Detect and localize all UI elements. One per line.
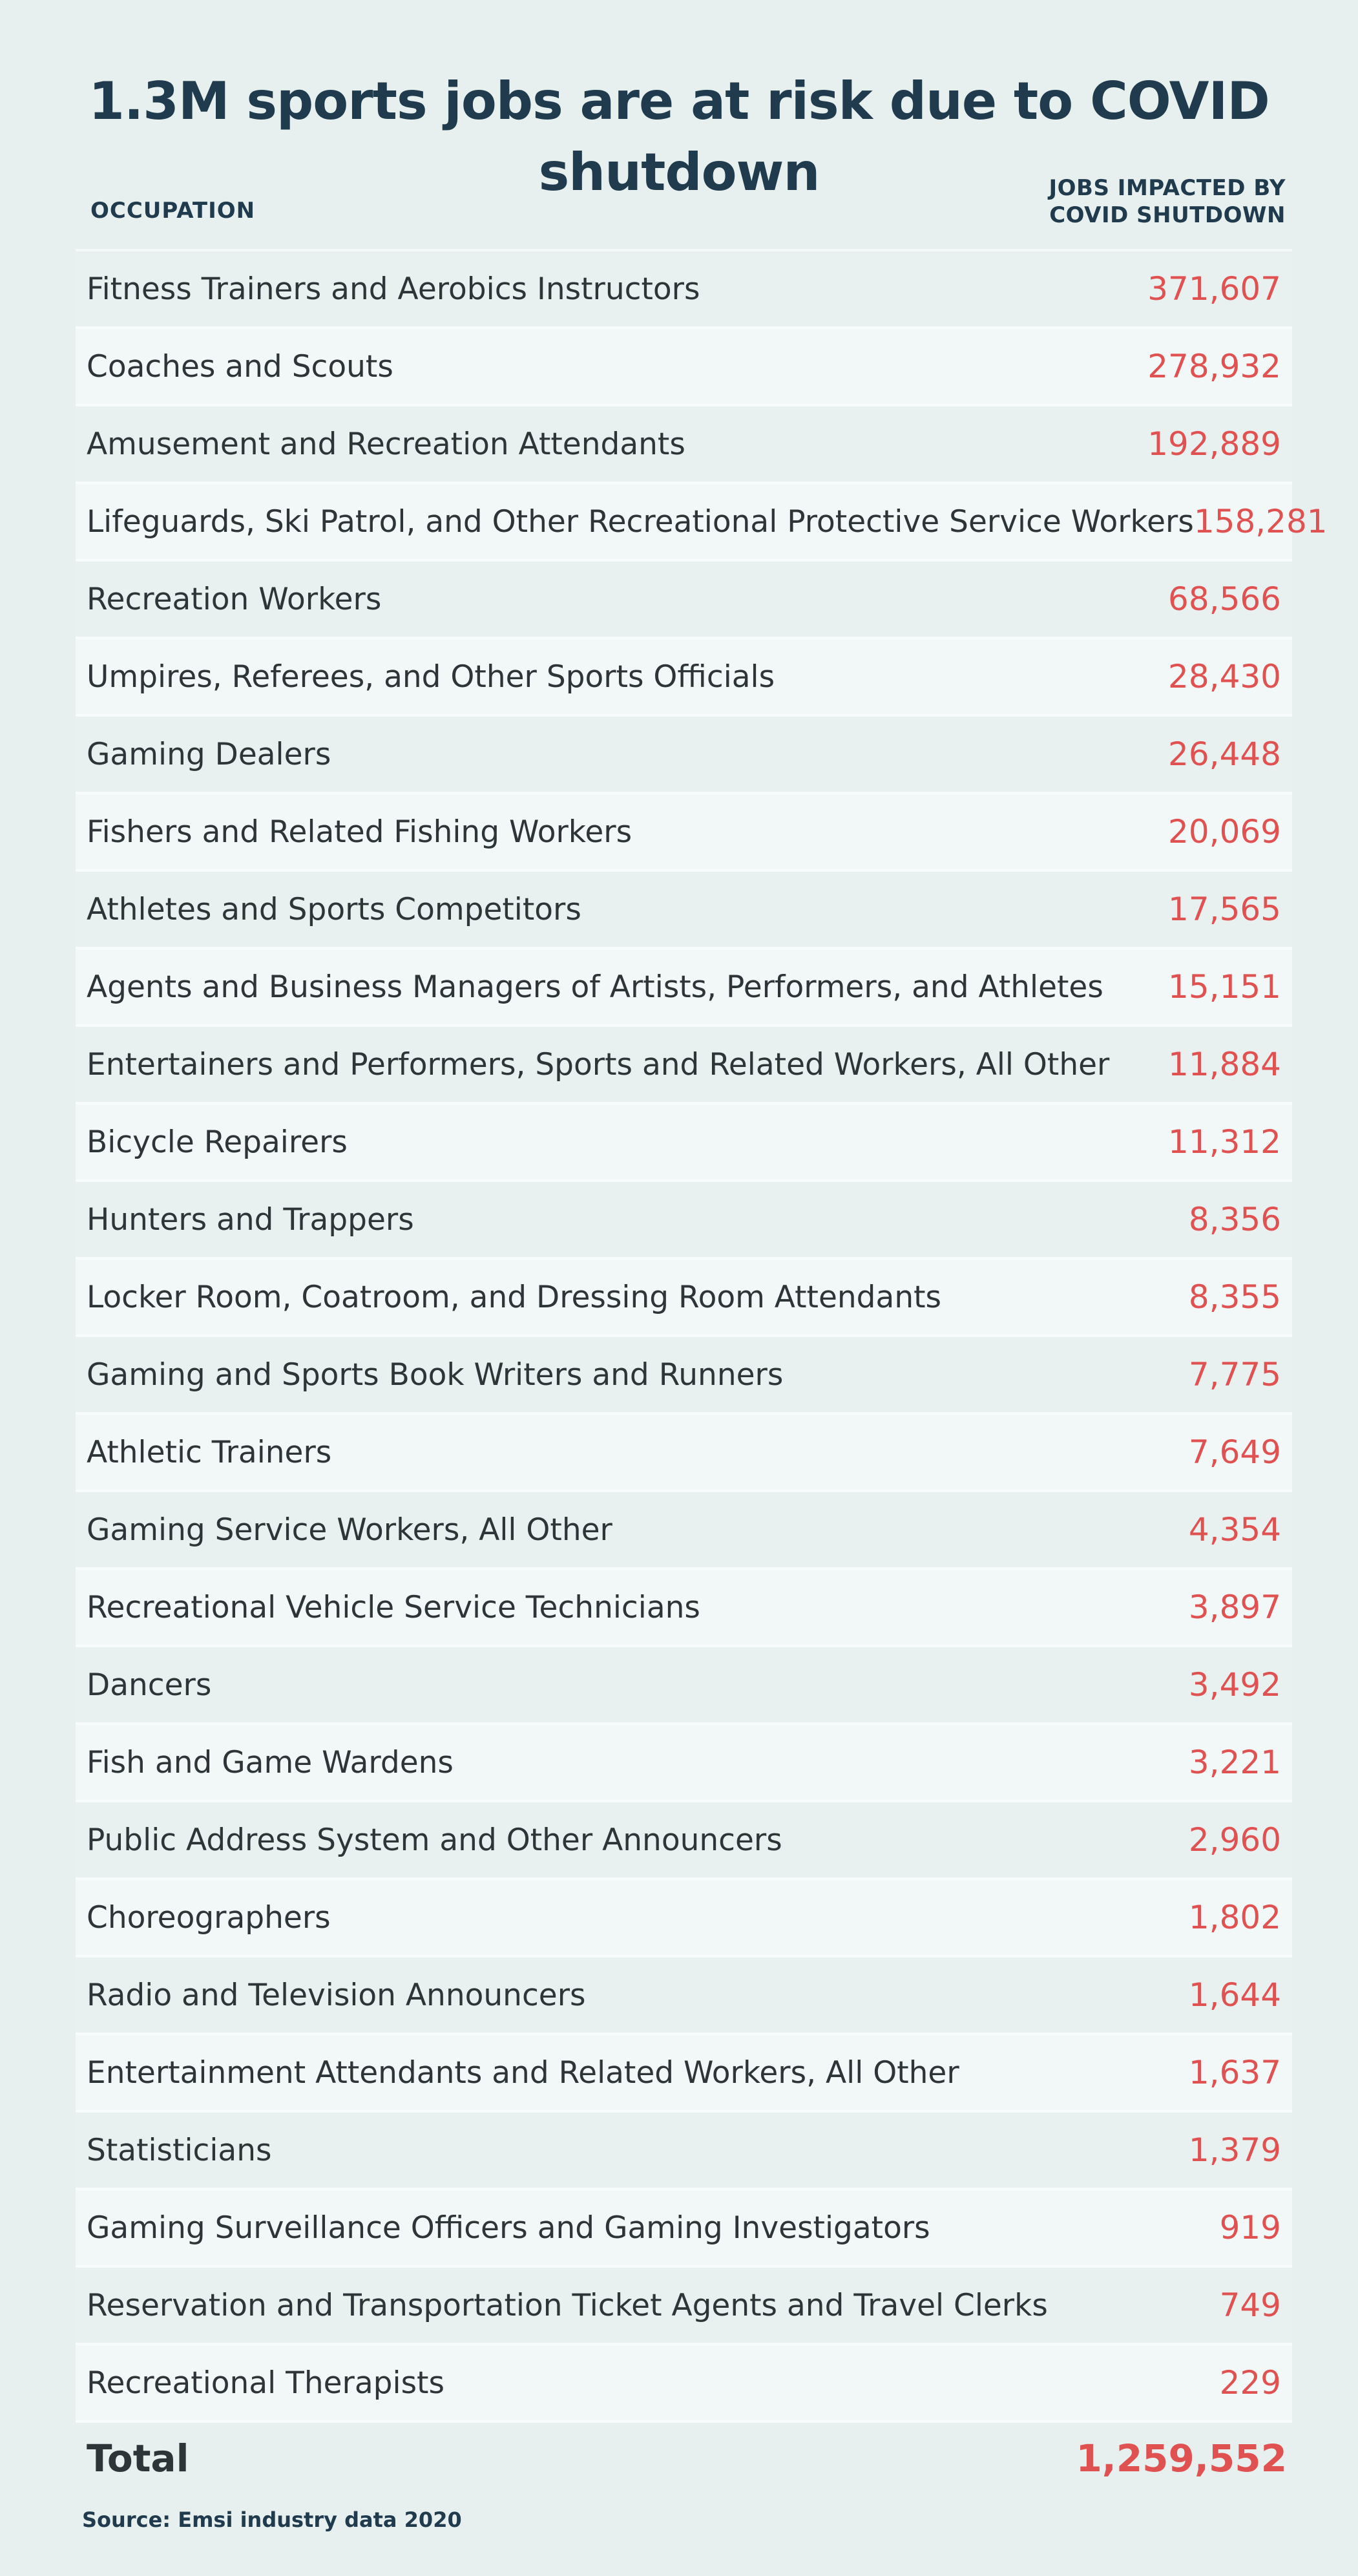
jobs-value-cell: 28,430 bbox=[1168, 658, 1281, 695]
jobs-value-cell: 3,221 bbox=[1188, 1744, 1281, 1781]
table-row bbox=[76, 717, 1292, 794]
occupation-cell: Fish and Game Wardens bbox=[87, 1744, 454, 1780]
chart-title: 1.3M sports jobs are at risk due to COVID shutdown bbox=[89, 71, 1269, 202]
occupation-cell: Umpires, Referees, and Other Sports Officials bbox=[87, 659, 775, 695]
jobs-value-cell: 20,069 bbox=[1168, 813, 1281, 850]
occupation-cell: Hunters and Trappers bbox=[87, 1201, 414, 1238]
jobs-value-cell: 158,281 bbox=[1193, 503, 1328, 540]
jobs-value-cell: 278,932 bbox=[1147, 348, 1281, 385]
jobs-value-cell: 68,566 bbox=[1168, 580, 1281, 618]
table-row bbox=[76, 1492, 1292, 1570]
jobs-value-cell: 11,312 bbox=[1168, 1123, 1281, 1161]
occupation-table bbox=[76, 249, 1328, 2423]
jobs-value-cell: 1,637 bbox=[1188, 2054, 1281, 2091]
table-row bbox=[76, 1337, 1292, 1415]
occupation-cell: Athletic Trainers bbox=[87, 1434, 332, 1470]
jobs-value-cell: 3,897 bbox=[1188, 1589, 1281, 1626]
occupation-cell: Gaming Service Workers, All Other bbox=[87, 1512, 612, 1548]
table-row bbox=[76, 1958, 1292, 2035]
column-header-jobs-line-2: COVID SHUTDOWN bbox=[1049, 202, 1286, 228]
jobs-value-cell: 8,356 bbox=[1188, 1201, 1281, 1238]
occupation-cell: Coaches and Scouts bbox=[87, 348, 393, 385]
occupation-cell: Radio and Television Announcers bbox=[87, 1977, 586, 2013]
jobs-value-cell: 8,355 bbox=[1188, 1278, 1281, 1316]
occupation-cell: Fishers and Related Fishing Workers bbox=[87, 814, 632, 850]
occupation-cell: Amusement and Recreation Attendants bbox=[87, 426, 685, 462]
table-row bbox=[76, 2190, 1292, 2268]
jobs-value-cell: 17,565 bbox=[1168, 891, 1281, 928]
occupation-cell: Dancers bbox=[87, 1667, 212, 1703]
table-row bbox=[76, 2035, 1292, 2113]
column-header-occupation: OCCUPATION bbox=[90, 198, 256, 224]
table-row bbox=[76, 1647, 1292, 1725]
table-row bbox=[76, 1725, 1292, 1802]
source-note: Source: Emsi industry data 2020 bbox=[82, 2507, 462, 2532]
occupation-cell: Recreational Vehicle Service Technicians bbox=[87, 1589, 700, 1625]
table-row bbox=[76, 794, 1292, 872]
jobs-value-cell: 26,448 bbox=[1168, 735, 1281, 773]
total-value: 1,259,552 bbox=[1076, 2436, 1287, 2480]
occupation-cell: Recreational Therapists bbox=[87, 2365, 444, 2401]
jobs-value-cell: 3,492 bbox=[1188, 1666, 1281, 1704]
table-row bbox=[76, 949, 1292, 1027]
occupation-cell: Gaming Surveillance Officers and Gaming Investigators bbox=[87, 2210, 930, 2246]
occupation-cell: Statisticians bbox=[87, 2132, 272, 2168]
jobs-value-cell: 1,644 bbox=[1188, 1976, 1281, 2014]
jobs-value-cell: 7,775 bbox=[1188, 1356, 1281, 1393]
jobs-value-cell: 15,151 bbox=[1168, 968, 1281, 1006]
jobs-value-cell: 1,379 bbox=[1188, 2131, 1281, 2169]
jobs-value-cell: 371,607 bbox=[1147, 270, 1281, 308]
jobs-value-cell: 2,960 bbox=[1188, 1821, 1281, 1859]
occupation-cell: Fitness Trainers and Aerobics Instructors bbox=[87, 271, 700, 307]
jobs-value-cell: 749 bbox=[1219, 2286, 1281, 2324]
table-row bbox=[76, 1027, 1292, 1104]
table-row bbox=[76, 406, 1292, 484]
table-row bbox=[76, 329, 1292, 406]
occupation-cell: Agents and Business Managers of Artists, Performers, and Athletes bbox=[87, 969, 1103, 1005]
occupation-cell: Public Address System and Other Announcers bbox=[87, 1822, 782, 1858]
total-label: Total bbox=[87, 2436, 189, 2480]
jobs-value-cell: 11,884 bbox=[1168, 1046, 1281, 1083]
jobs-value-cell: 4,354 bbox=[1188, 1511, 1281, 1548]
table-row bbox=[76, 1802, 1292, 1880]
occupation-cell: Reservation and Transportation Ticket Agents and Travel Clerks bbox=[87, 2287, 1048, 2323]
occupation-cell: Lifeguards, Ski Patrol, and Other Recreational Protective Service Workers bbox=[87, 503, 1194, 540]
table-row bbox=[76, 484, 1328, 562]
occupation-cell: Locker Room, Coatroom, and Dressing Room Attendants bbox=[87, 1279, 942, 1315]
table-row bbox=[76, 562, 1292, 639]
table-row bbox=[76, 1415, 1292, 1492]
jobs-value-cell: 229 bbox=[1219, 2364, 1281, 2402]
occupation-cell: Bicycle Repairers bbox=[87, 1124, 348, 1160]
table-row bbox=[76, 1104, 1292, 1182]
table-row bbox=[76, 1570, 1292, 1647]
occupation-cell: Entertainment Attendants and Related Workers, All Other bbox=[87, 2054, 959, 2091]
jobs-value-cell: 919 bbox=[1219, 2209, 1281, 2246]
occupation-cell: Gaming and Sports Book Writers and Runners bbox=[87, 1357, 784, 1393]
column-header-jobs-line-1: JOBS IMPACTED BY bbox=[1049, 175, 1286, 201]
jobs-value-cell: 7,649 bbox=[1188, 1433, 1281, 1471]
table-row bbox=[76, 2268, 1292, 2345]
table-row bbox=[76, 872, 1292, 949]
table-row bbox=[76, 1260, 1292, 1337]
occupation-cell: Gaming Dealers bbox=[87, 736, 331, 772]
occupation-cell: Athletes and Sports Competitors bbox=[87, 891, 581, 927]
occupation-cell: Recreation Workers bbox=[87, 581, 382, 617]
table-row bbox=[76, 2345, 1292, 2423]
jobs-value-cell: 192,889 bbox=[1147, 425, 1281, 463]
table-row bbox=[76, 2113, 1292, 2190]
occupation-cell: Choreographers bbox=[87, 1899, 331, 1936]
table-row bbox=[76, 639, 1292, 717]
table-row bbox=[76, 1880, 1292, 1958]
column-header-jobs bbox=[950, 174, 1286, 229]
total-row bbox=[76, 2426, 1292, 2491]
table-row bbox=[76, 1182, 1292, 1260]
occupation-cell: Entertainers and Performers, Sports and Related Workers, All Other bbox=[87, 1046, 1110, 1082]
table-row bbox=[76, 251, 1292, 329]
jobs-value-cell: 1,802 bbox=[1188, 1899, 1281, 1936]
